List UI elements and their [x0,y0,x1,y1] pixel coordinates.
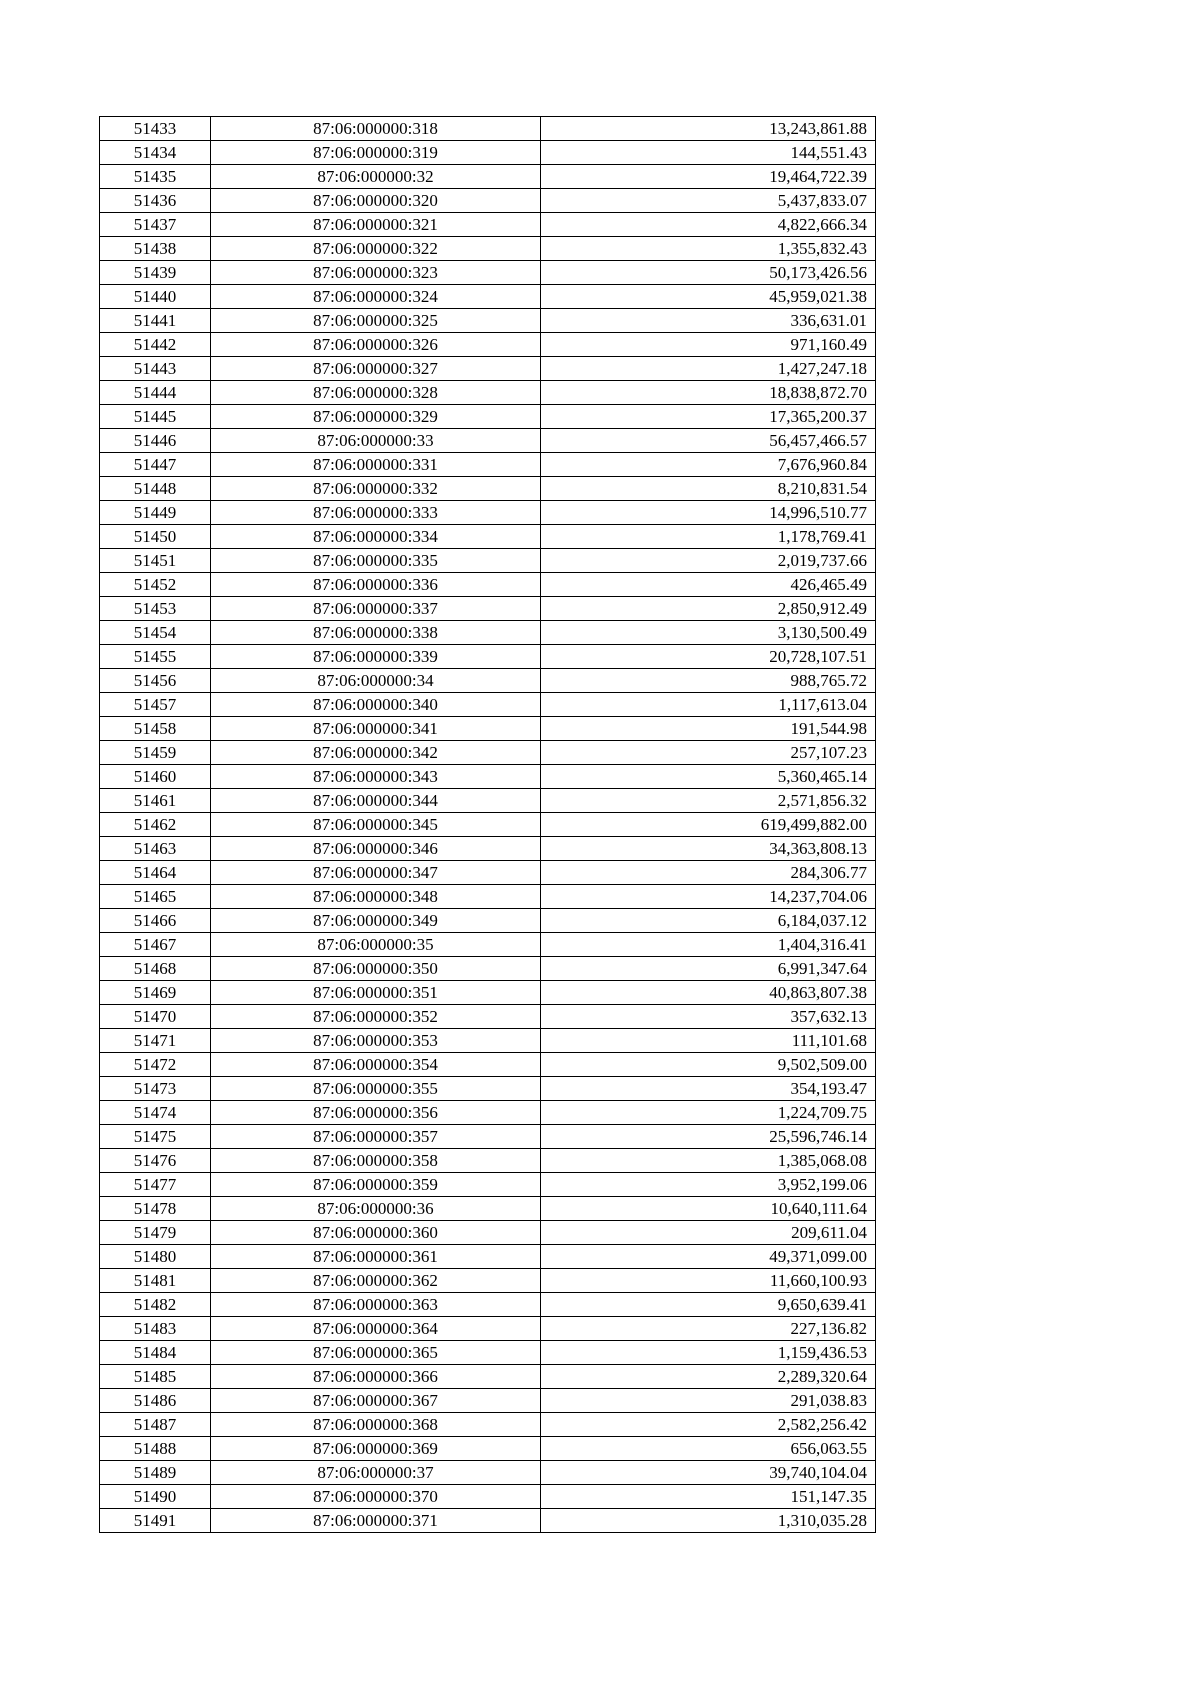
row-number-cell: 51447 [100,453,211,477]
cadastral-number-cell: 87:06:000000:346 [211,837,541,861]
value-cell: 39,740,104.04 [541,1461,876,1485]
cadastral-number-cell: 87:06:000000:368 [211,1413,541,1437]
row-number-cell: 51472 [100,1053,211,1077]
cadastral-number-cell: 87:06:000000:35 [211,933,541,957]
cadastral-number-cell: 87:06:000000:348 [211,885,541,909]
cadastral-number-cell: 87:06:000000:334 [211,525,541,549]
row-number-cell: 51452 [100,573,211,597]
table-row [100,981,876,1005]
row-number-cell: 51482 [100,1293,211,1317]
row-number-cell: 51465 [100,885,211,909]
cadastral-number-cell: 87:06:000000:344 [211,789,541,813]
value-cell: 2,289,320.64 [541,1365,876,1389]
value-cell: 2,582,256.42 [541,1413,876,1437]
cadastral-number-cell: 87:06:000000:34 [211,669,541,693]
table-row [100,453,876,477]
cadastral-number-cell: 87:06:000000:335 [211,549,541,573]
value-cell: 50,173,426.56 [541,261,876,285]
table-row [100,597,876,621]
cadastral-number-cell: 87:06:000000:366 [211,1365,541,1389]
cadastral-number-cell: 87:06:000000:33 [211,429,541,453]
table-row [100,741,876,765]
table-row [100,1269,876,1293]
cadastral-number-cell: 87:06:000000:343 [211,765,541,789]
row-number-cell: 51478 [100,1197,211,1221]
row-number-cell: 51449 [100,501,211,525]
value-cell: 257,107.23 [541,741,876,765]
value-cell: 13,243,861.88 [541,117,876,141]
table-row [100,261,876,285]
cadastral-number-cell: 87:06:000000:36 [211,1197,541,1221]
row-number-cell: 51470 [100,1005,211,1029]
row-number-cell: 51440 [100,285,211,309]
cadastral-number-cell: 87:06:000000:318 [211,117,541,141]
value-cell: 45,959,021.38 [541,285,876,309]
row-number-cell: 51446 [100,429,211,453]
cadastral-number-cell: 87:06:000000:363 [211,1293,541,1317]
cadastral-number-cell: 87:06:000000:342 [211,741,541,765]
cadastral-number-cell: 87:06:000000:326 [211,333,541,357]
row-number-cell: 51455 [100,645,211,669]
row-number-cell: 51487 [100,1413,211,1437]
table-row [100,117,876,141]
value-cell: 8,210,831.54 [541,477,876,501]
table-row [100,1197,876,1221]
cadastral-number-cell: 87:06:000000:362 [211,1269,541,1293]
value-cell: 3,952,199.06 [541,1173,876,1197]
cadastral-number-cell: 87:06:000000:332 [211,477,541,501]
table-row [100,429,876,453]
row-number-cell: 51458 [100,717,211,741]
value-cell: 619,499,882.00 [541,813,876,837]
table-row [100,1005,876,1029]
value-cell: 9,650,639.41 [541,1293,876,1317]
row-number-cell: 51468 [100,957,211,981]
row-number-cell: 51444 [100,381,211,405]
row-number-cell: 51469 [100,981,211,1005]
cadastral-number-cell: 87:06:000000:341 [211,717,541,741]
row-number-cell: 51471 [100,1029,211,1053]
table-row [100,933,876,957]
table-row [100,357,876,381]
value-cell: 11,660,100.93 [541,1269,876,1293]
row-number-cell: 51456 [100,669,211,693]
row-number-cell: 51434 [100,141,211,165]
table-row [100,1101,876,1125]
row-number-cell: 51457 [100,693,211,717]
row-number-cell: 51483 [100,1317,211,1341]
row-number-cell: 51475 [100,1125,211,1149]
table-row [100,333,876,357]
row-number-cell: 51462 [100,813,211,837]
cadastral-value-table [99,116,876,1533]
row-number-cell: 51442 [100,333,211,357]
value-cell: 20,728,107.51 [541,645,876,669]
row-number-cell: 51461 [100,789,211,813]
cadastral-number-cell: 87:06:000000:356 [211,1101,541,1125]
table-body [100,117,876,1533]
value-cell: 1,310,035.28 [541,1509,876,1533]
cadastral-number-cell: 87:06:000000:345 [211,813,541,837]
table-row [100,189,876,213]
row-number-cell: 51464 [100,861,211,885]
row-number-cell: 51484 [100,1341,211,1365]
cadastral-number-cell: 87:06:000000:367 [211,1389,541,1413]
table-row [100,1125,876,1149]
row-number-cell: 51481 [100,1269,211,1293]
value-cell: 971,160.49 [541,333,876,357]
row-number-cell: 51486 [100,1389,211,1413]
table-row [100,1461,876,1485]
value-cell: 18,838,872.70 [541,381,876,405]
table-row [100,789,876,813]
value-cell: 144,551.43 [541,141,876,165]
table-row [100,1509,876,1533]
row-number-cell: 51477 [100,1173,211,1197]
value-cell: 151,147.35 [541,1485,876,1509]
value-cell: 1,427,247.18 [541,357,876,381]
table-row [100,213,876,237]
cadastral-number-cell: 87:06:000000:340 [211,693,541,717]
value-cell: 10,640,111.64 [541,1197,876,1221]
row-number-cell: 51454 [100,621,211,645]
table-row [100,909,876,933]
value-cell: 357,632.13 [541,1005,876,1029]
value-cell: 426,465.49 [541,573,876,597]
value-cell: 227,136.82 [541,1317,876,1341]
table-row [100,573,876,597]
value-cell: 7,676,960.84 [541,453,876,477]
cadastral-number-cell: 87:06:000000:323 [211,261,541,285]
cadastral-number-cell: 87:06:000000:353 [211,1029,541,1053]
table-row [100,837,876,861]
cadastral-number-cell: 87:06:000000:322 [211,237,541,261]
table-row [100,669,876,693]
table-row [100,1365,876,1389]
table-row [100,1149,876,1173]
value-cell: 2,571,856.32 [541,789,876,813]
cadastral-number-cell: 87:06:000000:329 [211,405,541,429]
value-cell: 25,596,746.14 [541,1125,876,1149]
row-number-cell: 51443 [100,357,211,381]
row-number-cell: 51463 [100,837,211,861]
row-number-cell: 51448 [100,477,211,501]
row-number-cell: 51466 [100,909,211,933]
value-cell: 1,404,316.41 [541,933,876,957]
value-cell: 284,306.77 [541,861,876,885]
cadastral-number-cell: 87:06:000000:370 [211,1485,541,1509]
row-number-cell: 51437 [100,213,211,237]
table-row [100,1317,876,1341]
value-cell: 291,038.83 [541,1389,876,1413]
cadastral-number-cell: 87:06:000000:325 [211,309,541,333]
row-number-cell: 51441 [100,309,211,333]
value-cell: 4,822,666.34 [541,213,876,237]
table-row [100,501,876,525]
cadastral-number-cell: 87:06:000000:357 [211,1125,541,1149]
table-row [100,861,876,885]
value-cell: 5,437,833.07 [541,189,876,213]
row-number-cell: 51474 [100,1101,211,1125]
row-number-cell: 51451 [100,549,211,573]
table-row [100,1293,876,1317]
table-row [100,165,876,189]
table-row [100,693,876,717]
cadastral-number-cell: 87:06:000000:369 [211,1437,541,1461]
cadastral-number-cell: 87:06:000000:347 [211,861,541,885]
table-row [100,1053,876,1077]
row-number-cell: 51480 [100,1245,211,1269]
cadastral-number-cell: 87:06:000000:358 [211,1149,541,1173]
table-row [100,621,876,645]
table-row [100,1221,876,1245]
cadastral-number-cell: 87:06:000000:349 [211,909,541,933]
row-number-cell: 51453 [100,597,211,621]
cadastral-number-cell: 87:06:000000:337 [211,597,541,621]
value-cell: 988,765.72 [541,669,876,693]
value-cell: 1,224,709.75 [541,1101,876,1125]
table-row [100,1029,876,1053]
table-row [100,1245,876,1269]
table-row [100,309,876,333]
cadastral-number-cell: 87:06:000000:338 [211,621,541,645]
cadastral-number-cell: 87:06:000000:37 [211,1461,541,1485]
table-row [100,381,876,405]
row-number-cell: 51489 [100,1461,211,1485]
row-number-cell: 51488 [100,1437,211,1461]
table-row [100,237,876,261]
cadastral-number-cell: 87:06:000000:320 [211,189,541,213]
cadastral-number-cell: 87:06:000000:328 [211,381,541,405]
value-cell: 19,464,722.39 [541,165,876,189]
table-row [100,1173,876,1197]
row-number-cell: 51476 [100,1149,211,1173]
cadastral-number-cell: 87:06:000000:336 [211,573,541,597]
cadastral-number-cell: 87:06:000000:352 [211,1005,541,1029]
row-number-cell: 51450 [100,525,211,549]
cadastral-number-cell: 87:06:000000:333 [211,501,541,525]
row-number-cell: 51439 [100,261,211,285]
cadastral-number-cell: 87:06:000000:371 [211,1509,541,1533]
table-row [100,1341,876,1365]
table-row [100,549,876,573]
row-number-cell: 51459 [100,741,211,765]
value-cell: 14,996,510.77 [541,501,876,525]
value-cell: 336,631.01 [541,309,876,333]
row-number-cell: 51491 [100,1509,211,1533]
table-row [100,1437,876,1461]
row-number-cell: 51467 [100,933,211,957]
row-number-cell: 51485 [100,1365,211,1389]
table-row [100,141,876,165]
table-row [100,957,876,981]
cadastral-number-cell: 87:06:000000:319 [211,141,541,165]
value-cell: 17,365,200.37 [541,405,876,429]
cadastral-number-cell: 87:06:000000:331 [211,453,541,477]
table-row [100,405,876,429]
value-cell: 209,611.04 [541,1221,876,1245]
value-cell: 2,019,737.66 [541,549,876,573]
table-row [100,285,876,309]
cadastral-number-cell: 87:06:000000:364 [211,1317,541,1341]
cadastral-number-cell: 87:06:000000:351 [211,981,541,1005]
value-cell: 1,178,769.41 [541,525,876,549]
cadastral-number-cell: 87:06:000000:350 [211,957,541,981]
cadastral-number-cell: 87:06:000000:355 [211,1077,541,1101]
value-cell: 1,385,068.08 [541,1149,876,1173]
value-cell: 1,159,436.53 [541,1341,876,1365]
row-number-cell: 51473 [100,1077,211,1101]
row-number-cell: 51435 [100,165,211,189]
value-cell: 49,371,099.00 [541,1245,876,1269]
table-row [100,717,876,741]
value-cell: 34,363,808.13 [541,837,876,861]
table-row [100,765,876,789]
value-cell: 3,130,500.49 [541,621,876,645]
value-cell: 111,101.68 [541,1029,876,1053]
value-cell: 56,457,466.57 [541,429,876,453]
table-row [100,1413,876,1437]
cadastral-number-cell: 87:06:000000:359 [211,1173,541,1197]
cadastral-number-cell: 87:06:000000:360 [211,1221,541,1245]
value-cell: 40,863,807.38 [541,981,876,1005]
row-number-cell: 51479 [100,1221,211,1245]
value-cell: 1,117,613.04 [541,693,876,717]
table-row [100,885,876,909]
cadastral-number-cell: 87:06:000000:365 [211,1341,541,1365]
value-cell: 6,184,037.12 [541,909,876,933]
value-cell: 354,193.47 [541,1077,876,1101]
cadastral-number-cell: 87:06:000000:339 [211,645,541,669]
table-row [100,525,876,549]
row-number-cell: 51460 [100,765,211,789]
cadastral-number-cell: 87:06:000000:321 [211,213,541,237]
value-cell: 9,502,509.00 [541,1053,876,1077]
table-row [100,645,876,669]
table-row [100,477,876,501]
value-cell: 656,063.55 [541,1437,876,1461]
row-number-cell: 51436 [100,189,211,213]
cadastral-number-cell: 87:06:000000:32 [211,165,541,189]
row-number-cell: 51433 [100,117,211,141]
cadastral-number-cell: 87:06:000000:361 [211,1245,541,1269]
value-cell: 6,991,347.64 [541,957,876,981]
value-cell: 2,850,912.49 [541,597,876,621]
value-cell: 14,237,704.06 [541,885,876,909]
document-table-container [99,116,875,1533]
cadastral-number-cell: 87:06:000000:327 [211,357,541,381]
cadastral-number-cell: 87:06:000000:324 [211,285,541,309]
table-row [100,1389,876,1413]
row-number-cell: 51490 [100,1485,211,1509]
table-row [100,1077,876,1101]
value-cell: 1,355,832.43 [541,237,876,261]
cadastral-number-cell: 87:06:000000:354 [211,1053,541,1077]
row-number-cell: 51445 [100,405,211,429]
row-number-cell: 51438 [100,237,211,261]
value-cell: 5,360,465.14 [541,765,876,789]
table-row [100,813,876,837]
value-cell: 191,544.98 [541,717,876,741]
table-row [100,1485,876,1509]
